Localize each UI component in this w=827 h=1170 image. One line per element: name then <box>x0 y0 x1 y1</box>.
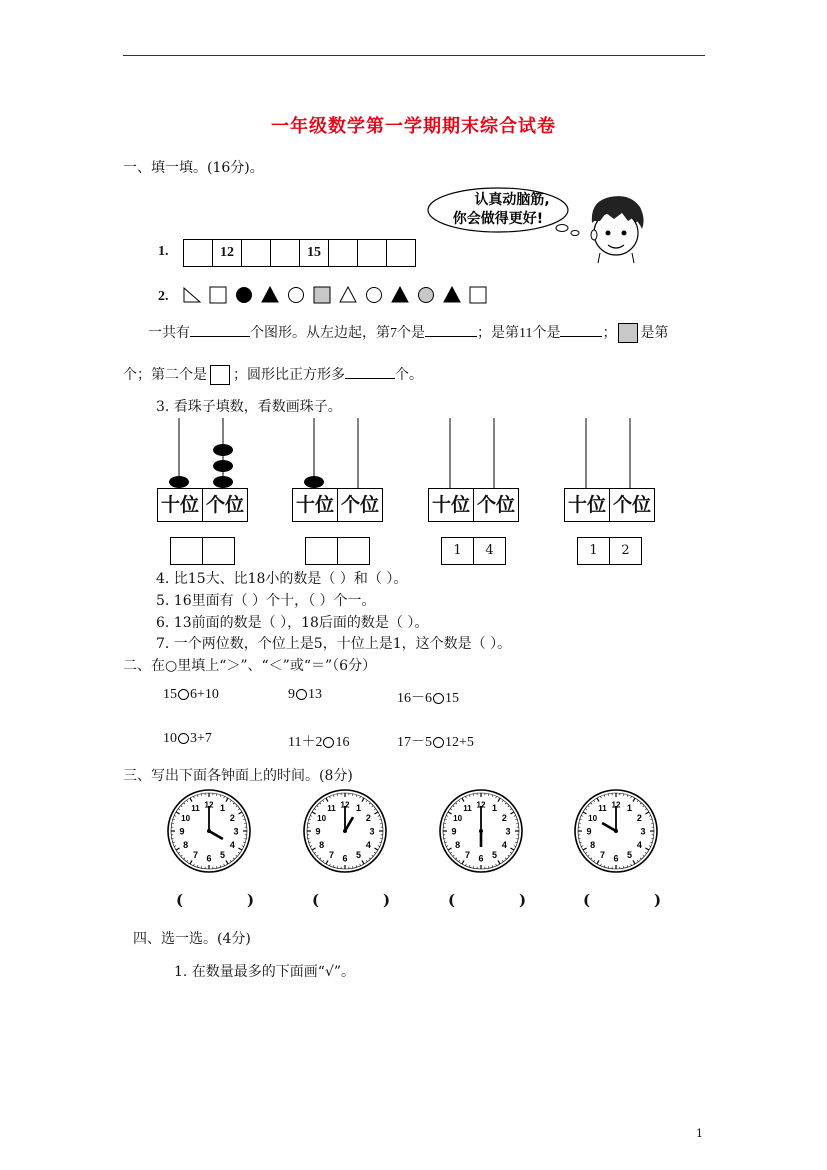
circle-gray-icon <box>416 286 436 304</box>
compare-circle[interactable] <box>323 737 334 748</box>
comparison-item <box>288 731 349 751</box>
ones-bead <box>213 460 233 472</box>
abacus-answer-boxes <box>577 537 642 565</box>
q2-text: 个是 <box>532 325 561 341</box>
number-sequence-boxes <box>183 239 416 267</box>
clock-numeral: 4 <box>501 840 507 850</box>
square-gray-icon <box>312 286 332 304</box>
answer-cell: 1 <box>578 538 610 564</box>
section1-heading: 一、填一填。(16分)。 <box>123 160 264 176</box>
answer-paren-open: ( <box>312 891 320 909</box>
clock-numeral: 3 <box>369 826 375 837</box>
comparison-left: 16－6 <box>397 691 432 706</box>
clock-numeral: 1 <box>355 803 362 814</box>
sequence-cell[interactable] <box>242 240 271 266</box>
q2-text: 个。 <box>395 367 423 383</box>
shape-sequence <box>182 286 488 304</box>
section2-heading: 二、在○里填上“＞”、“＜”或“＝”（6分） <box>123 658 377 674</box>
abacus-rods <box>564 418 654 490</box>
place-value-header <box>157 488 248 522</box>
compare-circle[interactable] <box>433 693 444 704</box>
comparison-item <box>163 731 212 747</box>
tens-place-label: 十位 <box>429 489 474 521</box>
clock-numeral: 5 <box>355 849 362 860</box>
sequence-cell[interactable] <box>271 240 300 266</box>
sequence-cell[interactable] <box>387 240 415 266</box>
q2-line1 <box>148 322 668 343</box>
answer-cell[interactable] <box>306 538 338 564</box>
clock-numeral: 6 <box>206 853 212 864</box>
bubble-line2: 你会做得更好! <box>452 211 544 227</box>
bubble-line1: 认真动脑筋, <box>474 192 550 208</box>
answer-cell[interactable] <box>171 538 203 564</box>
answer-cell: 1 <box>442 538 474 564</box>
q2-text: 是第 <box>640 325 669 341</box>
page-title: 一年级数学第一学期期末综合试卷 <box>271 116 556 137</box>
comparison-right: 6+10 <box>190 687 219 702</box>
q2-text: 个图形。从左边起，第 <box>250 325 390 341</box>
comparison-item <box>397 731 474 751</box>
square-outline-icon <box>208 286 228 304</box>
clock-face <box>437 787 525 875</box>
comparison-item <box>163 687 219 703</box>
square-outline-icon <box>468 286 488 304</box>
answer-blank[interactable] <box>190 336 250 337</box>
square-outline-icon <box>210 365 230 385</box>
compare-circle[interactable] <box>178 733 189 744</box>
ones-place-label: 个位 <box>612 494 651 516</box>
q2-text: ；是第 <box>477 325 519 341</box>
clock-numeral: 7 <box>192 849 199 860</box>
clock-numeral: 4 <box>365 840 371 850</box>
clock-numeral: 8 <box>455 840 461 850</box>
clock-numeral: 12 <box>204 800 214 810</box>
q2-text: 一共有 <box>148 325 190 341</box>
triangle-filled-icon <box>390 286 410 304</box>
section4-heading: 四、选一选。(4分) <box>133 931 251 947</box>
ones-bead <box>213 476 233 488</box>
clock-numeral: 5 <box>626 849 633 860</box>
clock-numeral: 12 <box>611 800 621 810</box>
triangle-filled-icon <box>442 286 462 304</box>
sequence-cell[interactable] <box>358 240 387 266</box>
clock-numeral: 10 <box>181 814 191 823</box>
answer-cell: 4 <box>485 543 494 558</box>
answer-cell: 2 <box>621 543 630 558</box>
sequence-cell: 15 <box>300 240 329 266</box>
tens-place-label: 十位 <box>565 489 610 521</box>
q2-text: ； <box>602 325 617 341</box>
abacus-answer-boxes <box>305 537 370 565</box>
gray-square-icon <box>618 323 638 343</box>
q4-text: 4. 比15大、比18小的数是（ ）和（ ）。 <box>156 571 408 587</box>
comparison-right: 12+5 <box>445 735 474 750</box>
comparison-right: 13 <box>308 687 322 702</box>
thought-bubble <box>426 186 586 242</box>
clock-numeral: 2 <box>501 813 507 823</box>
sequence-cell[interactable] <box>329 240 358 266</box>
place-value-header <box>564 488 655 522</box>
circle-outline-icon <box>364 286 384 304</box>
clock-face <box>165 787 253 875</box>
answer-paren-open: ( <box>448 891 456 909</box>
tens-bead <box>304 476 324 488</box>
clock-numeral: 7 <box>464 849 471 860</box>
clock-face <box>572 787 660 875</box>
comparison-right: 15 <box>445 691 459 706</box>
clock-numeral: 3 <box>640 826 646 837</box>
answer-blank[interactable] <box>560 336 602 337</box>
clock-numeral: 8 <box>590 840 596 850</box>
answer-paren-close: ) <box>247 891 255 909</box>
q2-text: ；圆形比正方形多 <box>233 367 345 383</box>
clock-numeral: 11 <box>327 804 336 814</box>
ones-bead <box>213 444 233 456</box>
comparison-left: 15 <box>163 687 177 702</box>
answer-cell[interactable] <box>203 538 234 564</box>
abacus-rods <box>292 418 382 490</box>
section4-q1: 1. 在数量最多的下面画“√”。 <box>174 964 356 980</box>
header-rule <box>123 55 705 56</box>
tens-bead <box>169 476 189 488</box>
q1-number: 1. <box>158 244 169 259</box>
place-value-header <box>292 488 383 522</box>
ones-place-label: 个位 <box>476 494 515 516</box>
answer-paren-close: ) <box>519 891 527 909</box>
compare-circle[interactable] <box>296 689 307 700</box>
clock-numeral: 9 <box>451 826 457 837</box>
clock-numeral: 8 <box>183 840 189 850</box>
answer-paren-open: ( <box>176 891 184 909</box>
clock-numeral: 9 <box>586 826 592 837</box>
triangle-filled-icon <box>260 286 280 304</box>
clock-numeral: 7 <box>599 849 606 860</box>
clock-numeral: 4 <box>636 840 642 850</box>
answer-blank[interactable] <box>425 336 477 337</box>
compare-circle[interactable] <box>178 689 189 700</box>
clock-numeral: 4 <box>229 840 235 850</box>
q2-text: 个是 <box>397 325 425 341</box>
tens-place-label: 十位 <box>293 489 338 521</box>
q5-text: 5. 16里面有（ ）个十，（ ）个一。 <box>156 593 376 609</box>
clock-numeral: 6 <box>613 853 619 864</box>
comparison-item <box>288 687 322 703</box>
abacus-answer-boxes <box>441 537 506 565</box>
clock-numeral: 6 <box>478 853 484 864</box>
q2-number: 2. <box>158 289 169 304</box>
clock-numeral: 1 <box>219 803 226 814</box>
abacus-rods <box>157 418 247 490</box>
circle-filled-icon <box>234 286 254 304</box>
comparison-left: 10 <box>163 731 177 746</box>
clock-numeral: 10 <box>317 814 327 823</box>
clock-numeral: 12 <box>476 800 486 810</box>
clock-numeral: 12 <box>340 800 350 810</box>
clock-numeral: 11 <box>598 804 607 814</box>
comparison-item <box>397 687 459 707</box>
ones-place-label: 个位 <box>340 494 379 516</box>
clock-numeral: 11 <box>463 804 472 814</box>
clock-numeral: 10 <box>588 814 598 823</box>
clock-numeral: 3 <box>233 826 239 837</box>
clock-numeral: 5 <box>219 849 226 860</box>
clock-numeral: 6 <box>342 853 348 864</box>
clock-numeral: 2 <box>229 813 235 823</box>
section3-heading: 三、写出下面各钟面上的时间。(8分) <box>123 768 353 784</box>
answer-paren-close: ) <box>383 891 391 909</box>
comparison-right: 16 <box>335 735 350 750</box>
abacus-answer-boxes <box>170 537 235 565</box>
clock-numeral: 1 <box>626 803 633 814</box>
triangle-right-outline-icon <box>182 286 202 304</box>
abacus-rods <box>428 418 518 490</box>
clock-numeral: 10 <box>453 814 463 823</box>
comparison-left: 17－5 <box>397 735 432 750</box>
clock-numeral: 3 <box>505 826 511 837</box>
clock-numeral: 2 <box>365 813 371 823</box>
circle-outline-icon <box>286 286 306 304</box>
clock-numeral: 2 <box>636 813 642 823</box>
comparison-left: 11＋2 <box>288 735 323 750</box>
ones-place-label: 个位 <box>205 494 244 516</box>
q2-text: 个；第二个是 <box>123 367 207 383</box>
q3-text: 3. 看珠子填数，看数画珠子。 <box>156 399 342 415</box>
clock-numeral: 11 <box>191 804 200 814</box>
comparison-left: 9 <box>288 687 295 702</box>
clock-numeral: 5 <box>491 849 498 860</box>
compare-circle[interactable] <box>433 737 444 748</box>
clock-face <box>301 787 389 875</box>
answer-cell[interactable] <box>338 538 369 564</box>
q6-text: 6. 13前面的数是（ ），18后面的数是（ ）。 <box>156 615 429 631</box>
triangle-outline-icon <box>338 286 358 304</box>
clock-numeral: 8 <box>319 840 325 850</box>
answer-paren-close: ) <box>654 891 662 909</box>
q2-text: 11 <box>519 326 533 341</box>
answer-blank[interactable] <box>345 378 395 379</box>
clock-numeral: 1 <box>491 803 498 814</box>
q2-text: 7 <box>390 326 397 341</box>
clock-numeral: 7 <box>328 849 335 860</box>
page-number: 1 <box>696 1127 703 1140</box>
sequence-cell: 12 <box>213 240 242 266</box>
tens-place-label: 十位 <box>158 489 203 521</box>
sequence-cell[interactable] <box>184 240 213 266</box>
comparison-right: 3+7 <box>190 731 212 746</box>
boy-face-illustration <box>586 193 648 265</box>
place-value-header <box>428 488 519 522</box>
q2-line2 <box>123 364 423 385</box>
clock-numeral: 9 <box>315 826 321 837</box>
q7-text: 7. 一个两位数，个位上是5，十位上是1，这个数是（ ）。 <box>156 636 512 652</box>
clock-numeral: 9 <box>179 826 185 837</box>
answer-paren-open: ( <box>583 891 591 909</box>
